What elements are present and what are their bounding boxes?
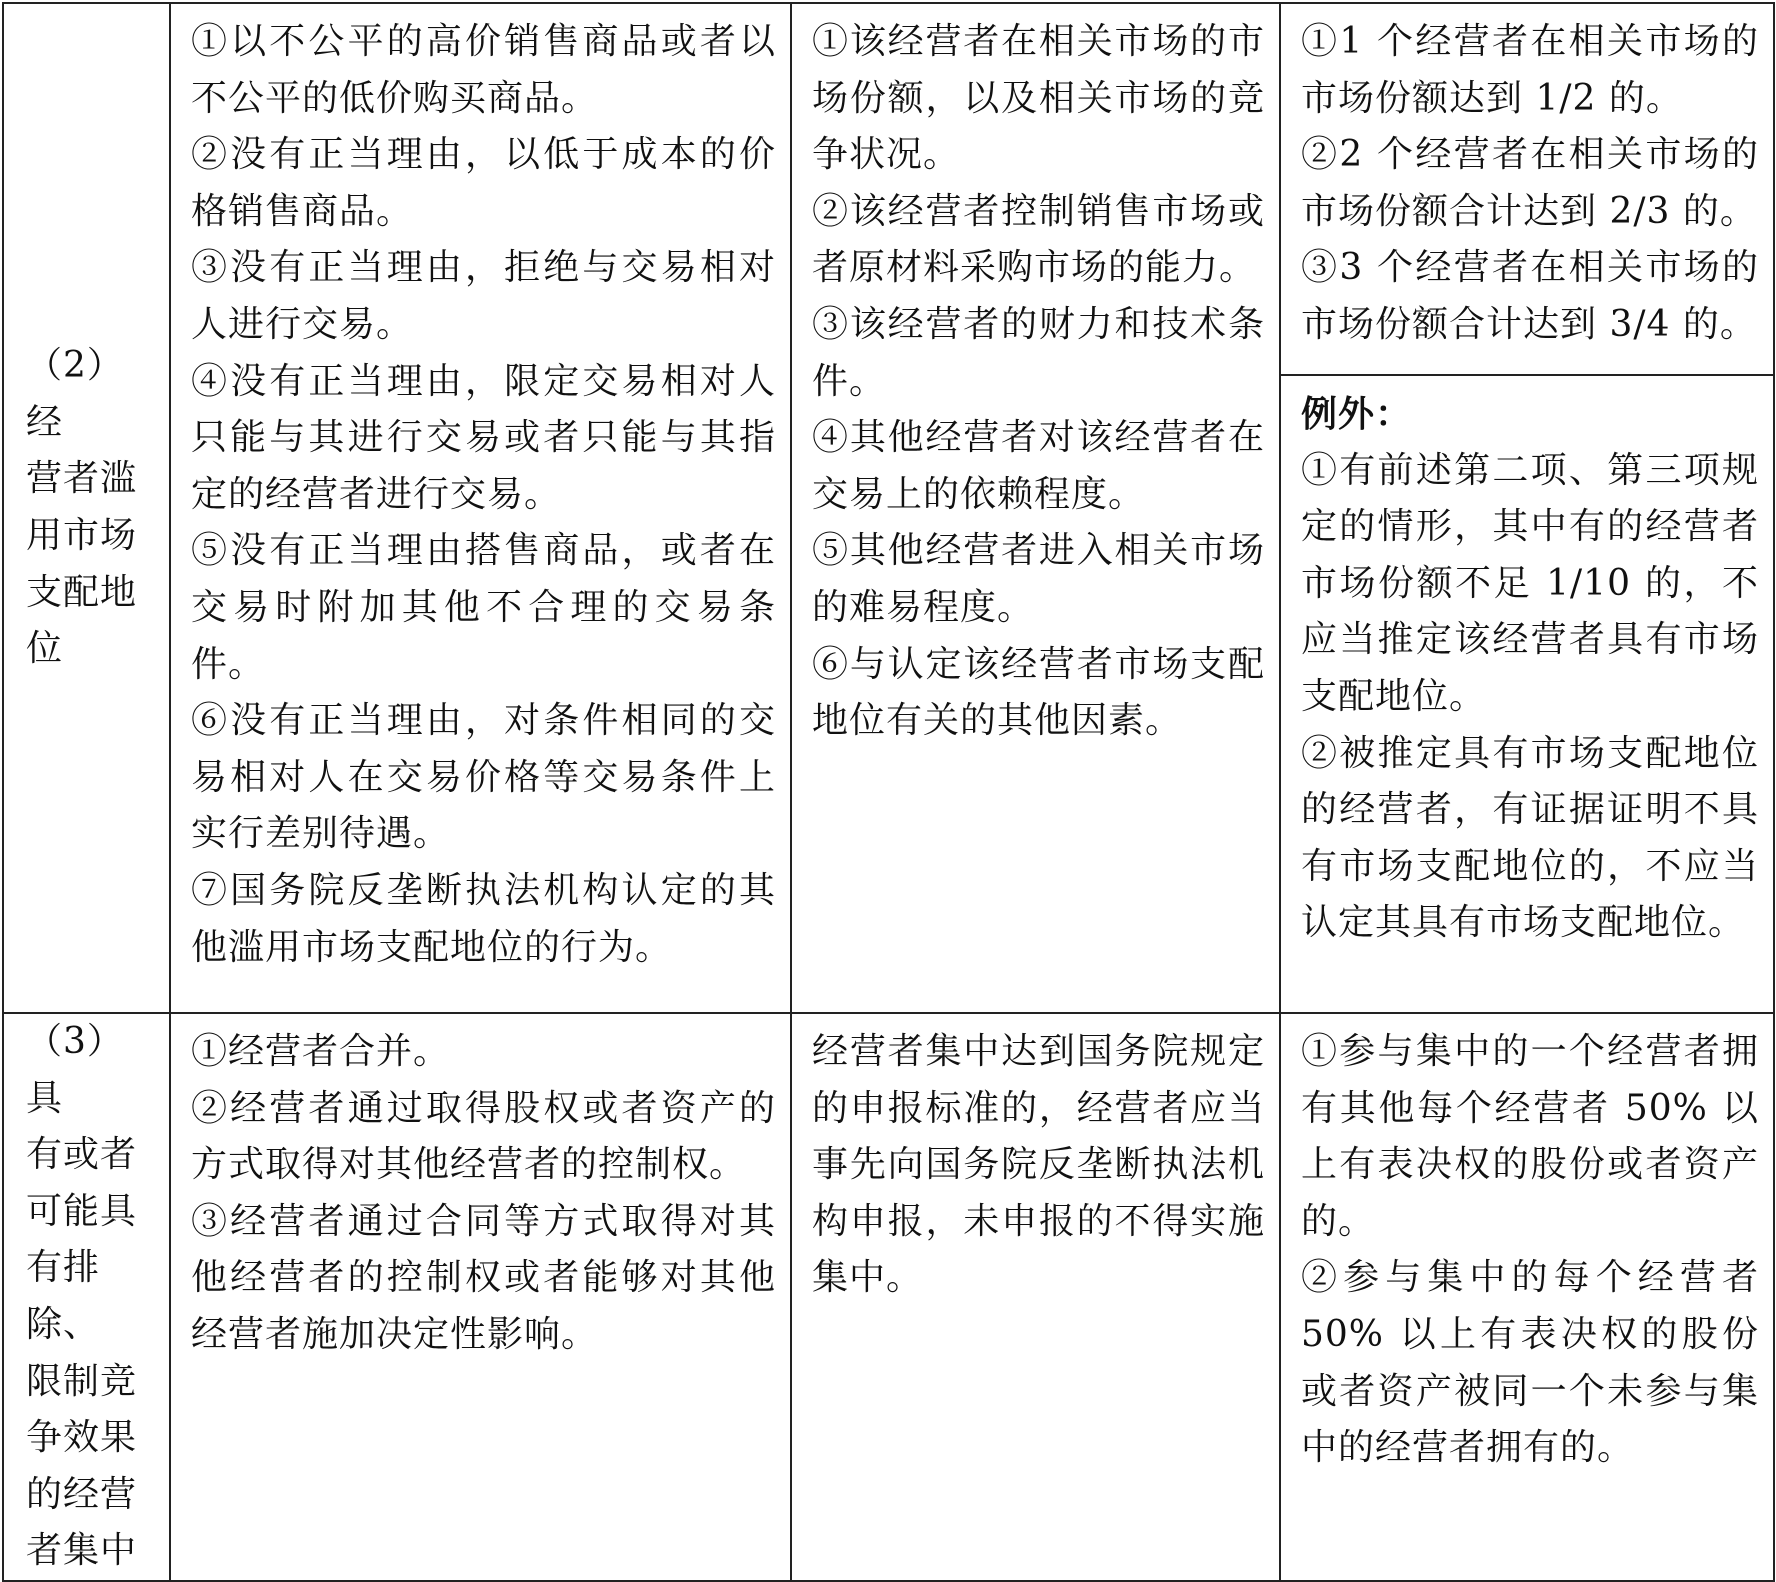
label-line: （3）具 <box>26 1021 124 1119</box>
label-line: 用市场 <box>26 515 138 556</box>
list-item: ①该经营者在相关市场的市场份额，以及相关市场的竞争状况。 <box>812 21 1265 176</box>
filing-exemptions-list <box>1281 1014 1773 1487</box>
factors-list <box>792 4 1279 760</box>
list-item: ③3 个经营者在相关市场的市场份额合计达到 3/4 的。 <box>1301 247 1759 345</box>
list-item: ③没有正当理由，拒绝与交易相对人进行交易。 <box>191 247 776 345</box>
row-label <box>4 1014 169 1580</box>
list-item: ④其他经营者对该经营者在交易上的依赖程度。 <box>812 417 1265 515</box>
label-line: 支配地 <box>26 571 138 613</box>
filing-requirement <box>792 1014 1279 1317</box>
label-line: 可能具 <box>26 1190 138 1232</box>
list-item: ①1 个经营者在相关市场的市场份额达到 1/2 的。 <box>1301 21 1759 119</box>
concentration-types-cell <box>170 1013 791 1581</box>
factors-cell <box>791 3 1280 1013</box>
list-item: ④没有正当理由，限定交易相对人只能与其进行交易或者只能与其指定的经营者进行交易。 <box>191 360 776 515</box>
list-item: ②被推定具有市场支配地位的经营者，有证据证明不具有市场支配地位的，不应当认定其具有市场支配地位。 <box>1301 732 1759 944</box>
filing-exemptions-cell <box>1280 1013 1774 1581</box>
list-item: ②经营者通过取得股权或者资产的方式取得对其他经营者的控制权。 <box>191 1087 776 1186</box>
label-line: 限制竞 <box>26 1360 138 1402</box>
presumption-cell <box>1280 3 1774 1013</box>
list-item: ①以不公平的高价销售商品或者以不公平的低价购买商品。 <box>191 21 776 119</box>
label-line: 的经营 <box>26 1473 138 1515</box>
row-label-cell <box>3 3 170 1013</box>
label-line: （2）经 <box>26 345 124 443</box>
paragraph: 经营者集中达到国务院规定的申报标准的，经营者应当事先向国务院反垄断执法机构申报，未申报的不得实施集中。 <box>812 1031 1265 1299</box>
filing-requirement-cell <box>791 1013 1280 1581</box>
concentration-types-list <box>171 1014 790 1374</box>
list-item: ①参与集中的一个经营者拥有其他每个经营者 50% 以上有表决权的股份或者资产的。 <box>1301 1031 1759 1242</box>
list-item: ③经营者通过合同等方式取得对其他经营者的控制权或者能够对其他经营者施加决定性影响。 <box>191 1200 776 1355</box>
list-item: ②没有正当理由，以低于成本的价格销售商品。 <box>191 134 776 232</box>
list-item: ②该经营者控制销售市场或者原材料采购市场的能力。 <box>812 190 1265 289</box>
label-line: 有排除、 <box>26 1247 101 1345</box>
law-table <box>2 2 1775 1582</box>
exceptions <box>1281 376 1773 962</box>
exceptions-title: 例外： <box>1301 393 1413 435</box>
row-label <box>4 338 169 678</box>
list-item: ⑤没有正当理由搭售商品，或者在交易时附加其他不合理的交易条件。 <box>191 530 776 685</box>
label-line: 位 <box>26 628 64 670</box>
row-label-cell <box>3 1013 170 1581</box>
list-item: ⑦国务院反垄断执法机构认定的其他滥用市场支配地位的行为。 <box>191 869 776 968</box>
list-item: ①有前述第二项、第三项规定的情形，其中有的经营者市场份额不足 1/10 的，不应当推定该经营者具有市场支配地位。 <box>1301 449 1759 717</box>
list-item: ③该经营者的财力和技术条件。 <box>812 303 1265 402</box>
behaviors-cell <box>170 3 791 1013</box>
table-row-concentration <box>3 1013 1774 1581</box>
list-item: ②参与集中的每个经营者 50% 以上有表决权的股份或者资产被同一个未参与集中的经营者拥有的。 <box>1301 1257 1759 1469</box>
list-item: ⑥没有正当理由，对条件相同的交易相对人在交易价格等交易条件上实行差别待遇。 <box>191 700 776 855</box>
list-item: ⑥与认定该经营者市场支配地位有关的其他因素。 <box>812 643 1265 742</box>
list-item: ⑤其他经营者进入相关市场的难易程度。 <box>812 530 1265 628</box>
label-line: 争效果 <box>26 1417 138 1459</box>
list-item: ②2 个经营者在相关市场的市场份额合计达到 2/3 的。 <box>1301 134 1759 232</box>
list-item: ①经营者合并。 <box>191 1031 451 1072</box>
label-line: 者集中 <box>26 1530 138 1572</box>
presumption-rules <box>1281 4 1773 376</box>
label-line: 有或者 <box>26 1134 138 1176</box>
behaviors-list <box>171 4 790 986</box>
table-row-abuse-dominance <box>3 3 1774 1013</box>
label-line: 营者滥 <box>26 458 138 500</box>
